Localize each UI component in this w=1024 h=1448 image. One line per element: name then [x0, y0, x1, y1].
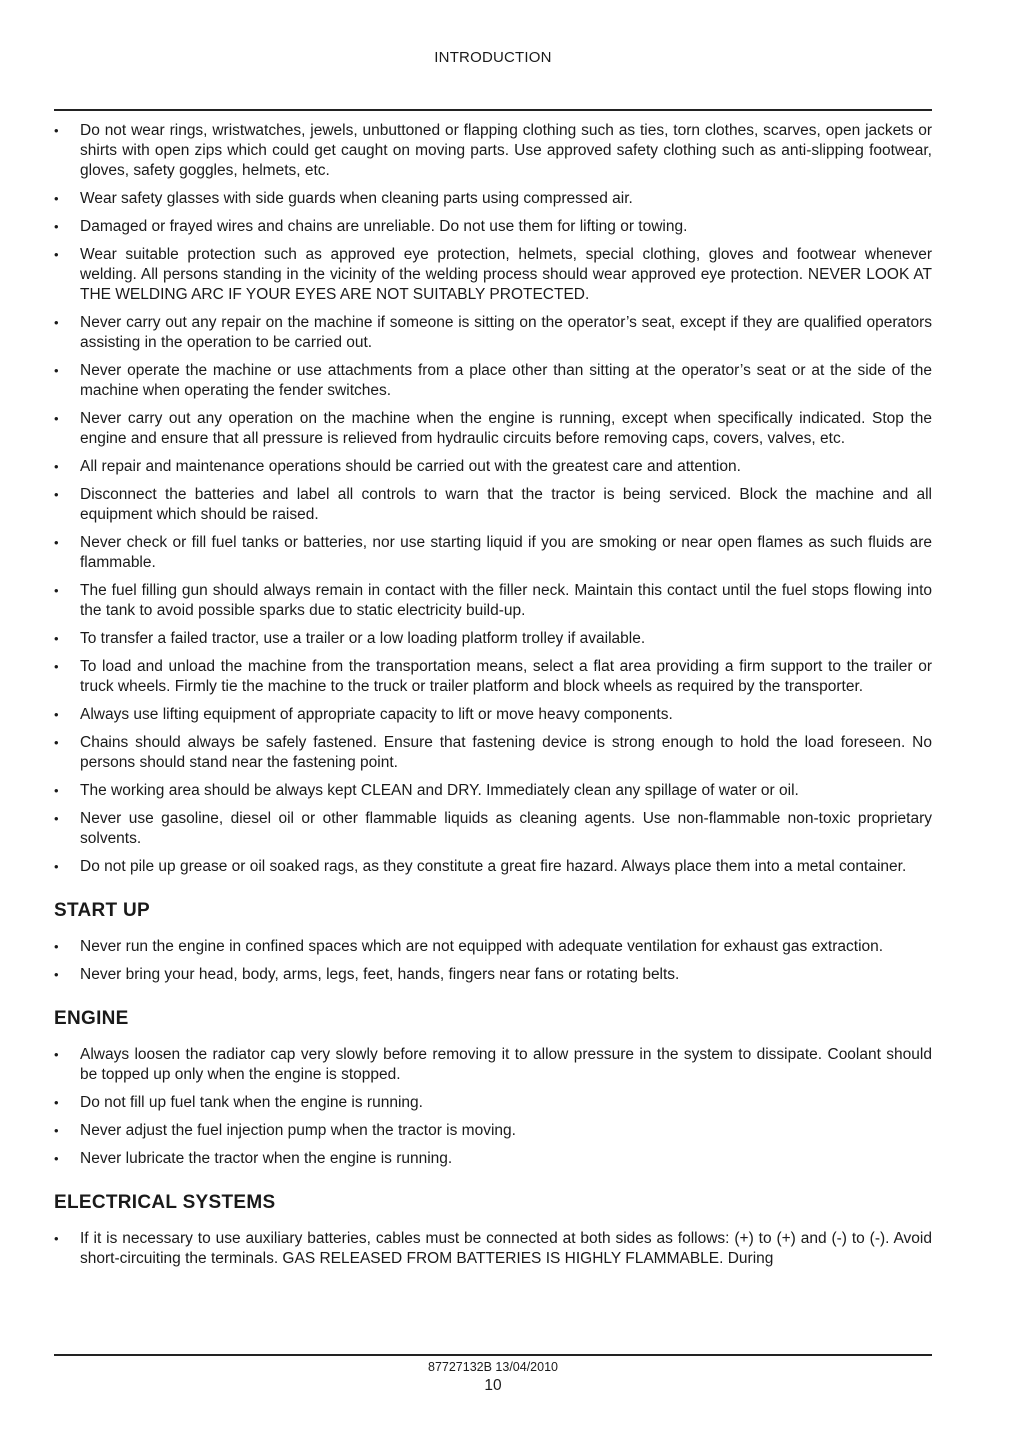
footer-rule	[54, 1354, 932, 1356]
engine-bullet-list	[54, 1045, 932, 1169]
list-item: • Never use gasoline, diesel oil or other flammable liquids as cleaning agents. Use non-flammable non-toxic proprietary solvents.	[54, 809, 932, 849]
list-item: • Wear safety glasses with side guards when cleaning parts using compressed air.	[54, 189, 932, 209]
list-item: • To load and unload the machine from the transportation means, select a flat area providing a firm support to the trailer or truck wheels. Firmly tie the machine to the truck or trailer platform and block wheels as required by the transporter.	[54, 657, 932, 697]
list-item: • Never operate the machine or use attachments from a place other than sitting at the operator’s seat or at the side of the machine when operating the fender switches.	[54, 361, 932, 401]
page-header-title: INTRODUCTION	[434, 49, 552, 66]
section-heading-start-up: START UP	[54, 900, 150, 921]
list-item: • The working area should be always kept CLEAN and DRY. Immediately clean any spillage of water or oil.	[54, 781, 932, 801]
list-item: • Wear suitable protection such as approved eye protection, helmets, special clothing, gloves and footwear whenever welding. All persons standing in the vicinity of the welding process should wear approved eye protection. NEVER LOOK AT THE WELDING ARC IF YOUR EYES ARE NOT SUITABLY PROTECTED.	[54, 245, 932, 305]
intro-bullet-list	[54, 121, 932, 877]
list-item: • Never carry out any operation on the machine when the engine is running, except when specifically indicated. Stop the engine and ensure that all pressure is relieved from hydraulic circuits before removing caps, covers, valves, etc.	[54, 409, 932, 449]
list-item: • To transfer a failed tractor, use a trailer or a low loading platform trolley if available.	[54, 629, 932, 649]
list-item: • Never bring your head, body, arms, legs, feet, hands, fingers near fans or rotating belts.	[54, 965, 932, 985]
list-item: • Always loosen the radiator cap very slowly before removing it to allow pressure in the system to dissipate. Coolant should be topped up only when the engine is stopped.	[54, 1045, 932, 1085]
list-item: • Never adjust the fuel injection pump when the tractor is moving.	[54, 1121, 932, 1141]
list-item: • The fuel filling gun should always remain in contact with the filler neck. Maintain this contact until the fuel stops flowing into the tank to avoid possible sparks due to static electricity build-up.	[54, 581, 932, 621]
document-id: 87727132B 13/04/2010	[428, 1360, 558, 1374]
list-item: • Damaged or frayed wires and chains are unreliable. Do not use them for lifting or towing.	[54, 217, 932, 237]
list-item: • Never check or fill fuel tanks or batteries, nor use starting liquid if you are smoking or near open flames as such fluids are flammable.	[54, 533, 932, 573]
page-number: 10	[484, 1377, 502, 1394]
list-item: • Never lubricate the tractor when the engine is running.	[54, 1149, 932, 1169]
start-up-bullet-list	[54, 937, 932, 985]
list-item: • Chains should always be safely fastened. Ensure that fastening device is strong enough to hold the load foreseen. No persons should stand near the fastening point.	[54, 733, 932, 773]
list-item: • Disconnect the batteries and label all controls to warn that the tractor is being serviced. Block the machine and all equipment which should be raised.	[54, 485, 932, 525]
section-heading-electrical-systems: ELECTRICAL SYSTEMS	[54, 1192, 276, 1213]
list-item: • Do not wear rings, wristwatches, jewels, unbuttoned or flapping clothing such as ties, torn clothes, scarves, open jackets or shirts with open zips which could get caught on moving parts. Use approved safety clothing such as anti-slipping footwear, gloves, safety goggles, helmets, etc.	[54, 121, 932, 181]
electrical-bullet-list	[54, 1229, 932, 1269]
list-item: • Never carry out any repair on the machine if someone is sitting on the operator’s seat, except if they are qualified operators assisting in the operation to be carried out.	[54, 313, 932, 353]
page-content	[54, 121, 932, 1277]
list-item: • All repair and maintenance operations should be carried out with the greatest care and attention.	[54, 457, 932, 477]
list-item: • Always use lifting equipment of appropriate capacity to lift or move heavy components.	[54, 705, 932, 725]
list-item: • Do not pile up grease or oil soaked rags, as they constitute a great fire hazard. Always place them into a metal container.	[54, 857, 932, 877]
list-item: • Never run the engine in confined spaces which are not equipped with adequate ventilation for exhaust gas extraction.	[54, 937, 932, 957]
list-item: • Do not fill up fuel tank when the engine is running.	[54, 1093, 932, 1113]
section-heading-engine: ENGINE	[54, 1008, 129, 1029]
list-item: • If it is necessary to use auxiliary batteries, cables must be connected at both sides as follows: (+) to (+) and (-) to (-). Avoid short-circuiting the terminals. GAS RELEASED FROM BATTERIES IS HIGHLY FLAMMABLE. During	[54, 1229, 932, 1269]
header-rule	[54, 109, 932, 111]
